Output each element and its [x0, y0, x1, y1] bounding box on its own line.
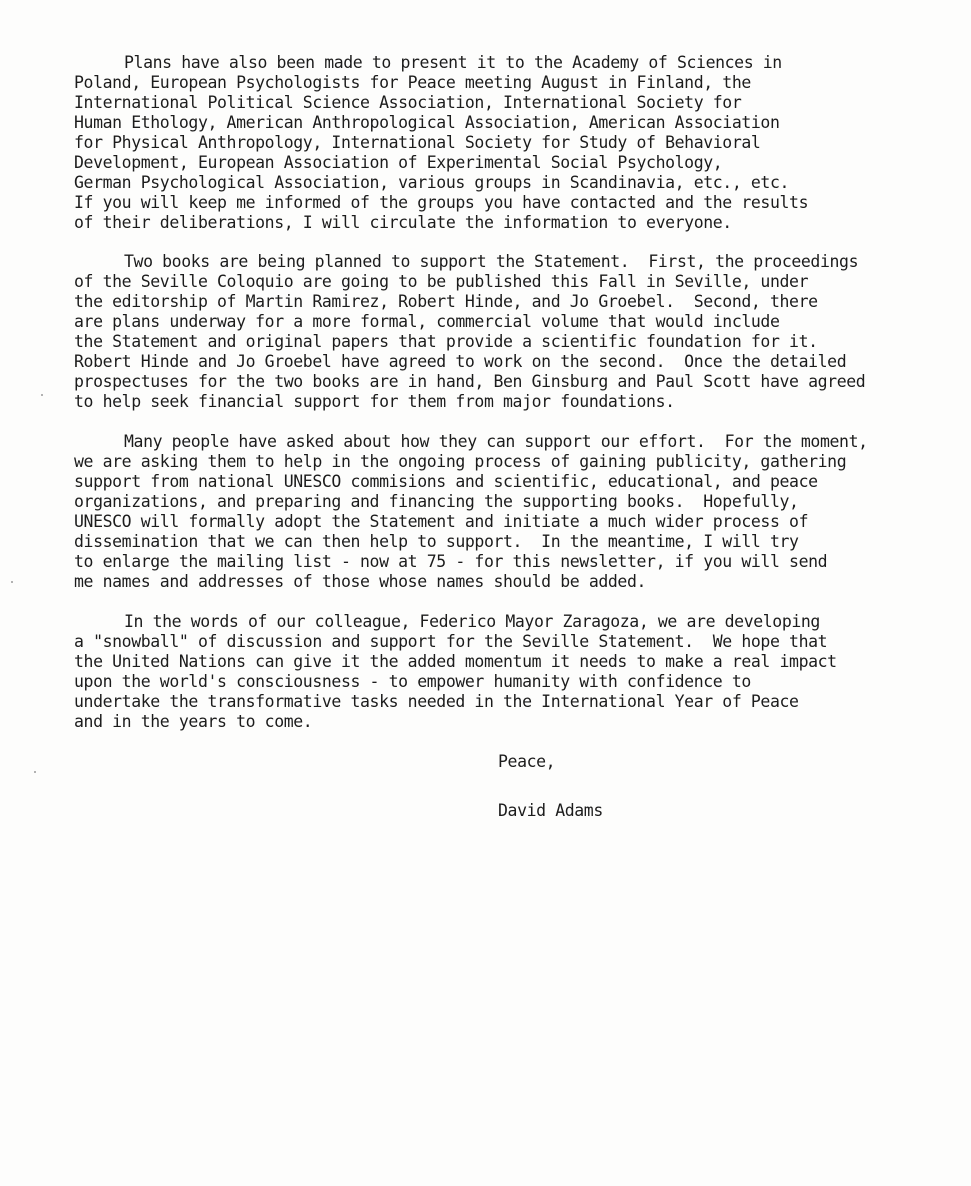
- text-line: me names and addresses of those whose names should be added.: [74, 572, 647, 591]
- text-line: Many people have asked about how they can support our effort. For the moment,: [124, 432, 868, 451]
- text-line: In the words of our colleague, Federico Mayor Zaragoza, we are developing: [124, 612, 820, 631]
- text-line: organizations, and preparing and financing the supporting books. Hopefully,: [74, 492, 799, 511]
- text-line: Human Ethology, American Anthropological Association, American Association: [74, 113, 780, 132]
- text-line: German Psychological Association, various groups in Scandinavia, etc., etc.: [74, 173, 790, 192]
- text-line: to help seek financial support for them from major foundations.: [74, 392, 675, 411]
- paragraph-presentations: [74, 53, 954, 233]
- text-line: Development, European Association of Experimental Social Psychology,: [74, 153, 723, 172]
- paper-speck: [34, 771, 36, 773]
- text-line: support from national UNESCO commisions and scientific, educational, and peace: [74, 472, 818, 491]
- text-line: International Political Science Association, International Society for: [74, 93, 742, 112]
- text-line: prospectuses for the two books are in hand, Ben Ginsburg and Paul Scott have agreed: [74, 372, 866, 391]
- text-line: for Physical Anthropology, International Society for Study of Behavioral: [74, 133, 761, 152]
- text-line: to enlarge the mailing list - now at 75 - for this newsletter, if you will send: [74, 552, 828, 571]
- closing-salutation: Peace,: [498, 752, 556, 771]
- text-line: the editorship of Martin Ramirez, Robert Hinde, and Jo Groebel. Second, there: [74, 292, 818, 311]
- text-line: undertake the transformative tasks needed in the International Year of Peace: [74, 692, 799, 711]
- paper-speck: [11, 581, 13, 583]
- paper-speck: [41, 394, 43, 396]
- text-line: of their deliberations, I will circulate the information to everyone.: [74, 213, 732, 232]
- text-line: UNESCO will formally adopt the Statement and initiate a much wider process of: [74, 512, 809, 531]
- text-line: Two books are being planned to support the Statement. First, the proceedings: [124, 252, 859, 271]
- text-line: Robert Hinde and Jo Groebel have agreed to work on the second. Once the detailed: [74, 352, 847, 371]
- text-line: are plans underway for a more formal, commercial volume that would include: [74, 312, 780, 331]
- text-line: the United Nations can give it the added momentum it needs to make a real impact: [74, 652, 837, 671]
- text-line: Plans have also been made to present it to the Academy of Sciences in: [124, 53, 782, 72]
- text-line: a "snowball" of discussion and support for the Seville Statement. We hope that: [74, 632, 828, 651]
- text-line: upon the world's consciousness - to empower humanity with confidence to: [74, 672, 751, 691]
- text-line: we are asking them to help in the ongoing process of gaining publicity, gathering: [74, 452, 847, 471]
- text-line: If you will keep me informed of the groups you have contacted and the results: [74, 193, 809, 212]
- text-line: dissemination that we can then help to support. In the meantime, I will try: [74, 532, 799, 551]
- paragraph-support: [74, 432, 954, 592]
- text-line: of the Seville Coloquio are going to be published this Fall in Seville, under: [74, 272, 809, 291]
- signature-name: David Adams: [498, 801, 603, 820]
- text-line: and in the years to come.: [74, 712, 313, 731]
- text-line: the Statement and original papers that provide a scientific foundation for it.: [74, 332, 818, 351]
- text-line: Poland, European Psychologists for Peace meeting August in Finland, the: [74, 73, 751, 92]
- paragraph-conclusion: [74, 612, 954, 732]
- paragraph-books: [74, 252, 954, 412]
